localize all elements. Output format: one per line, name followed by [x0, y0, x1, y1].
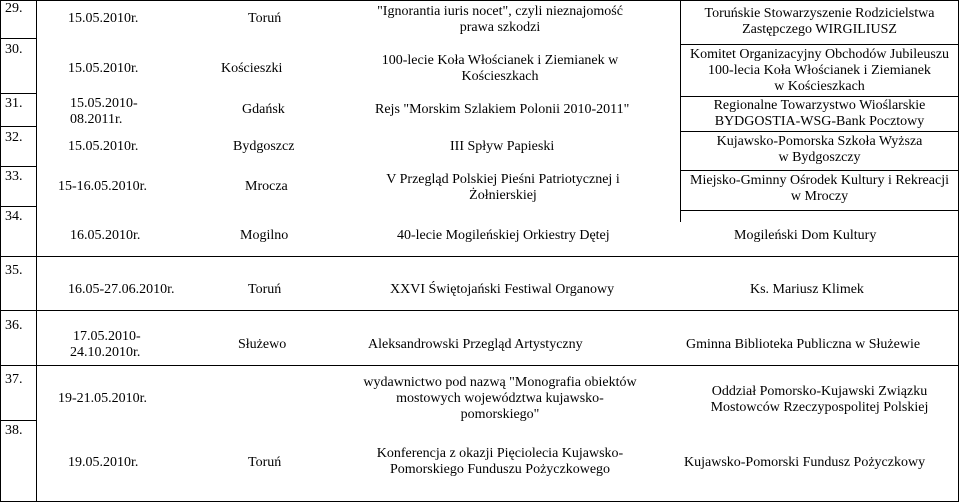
row-organizer: Regionalne Towarzystwo Wioślarskie: [713, 98, 926, 113]
row-number: 37.: [5, 372, 23, 387]
row-date: 16.05-27.06.2010r.: [68, 282, 175, 297]
grid-line: [680, 170, 959, 171]
row-organizer: Kujawsko-Pomorski Fundusz Pożyczkowy: [684, 455, 926, 470]
row-organizer: Komitet Organizacyjny Obchodów Jubileuszu: [689, 47, 950, 62]
row-place: Toruń: [248, 455, 282, 470]
row-event: Konferencja z okazji Pięciolecia Kujawsko-: [376, 446, 624, 461]
row-organizer: Gminna Biblioteka Publiczna w Służewie: [686, 337, 921, 352]
row-event: Żołnierskiej: [469, 188, 537, 203]
grid-line: [0, 256, 959, 257]
grid-line: [0, 365, 959, 366]
row-event: Aleksandrowski Przegląd Artystyczny: [368, 337, 583, 352]
row-event: 40-lecie Mogileńskiej Orkiestry Dętej: [397, 228, 610, 243]
row-number: 29.: [5, 1, 23, 16]
row-date: 16.05.2010r.: [70, 228, 141, 243]
row-place: Kościeszki: [221, 61, 283, 76]
row-event: XXVI Świętojański Festiwal Organowy: [390, 282, 615, 297]
row-date: 15.05.2010r.: [68, 139, 139, 154]
row-date: 19-21.05.2010r.: [58, 391, 148, 406]
grid-line: [680, 96, 959, 97]
row-place: Mogilno: [240, 228, 289, 243]
row-organizer: Oddział Pomorsko-Kujawski Związku: [711, 384, 928, 399]
row-number: 35.: [5, 263, 23, 278]
row-event: III Spływ Papieski: [450, 139, 555, 154]
row-number: 33.: [5, 169, 23, 184]
row-organizer: Toruńskie Stowarzyszenie Rodzicielstwa: [704, 6, 935, 21]
row-number: 38.: [5, 423, 23, 438]
row-organizer: Ks. Mariusz Klimek: [750, 282, 864, 297]
row-organizer: Mogileński Dom Kultury: [734, 228, 877, 243]
row-organizer: Kujawsko-Pomorska Szkoła Wyższa: [716, 134, 923, 149]
row-event: prawa szkodzi: [459, 20, 541, 35]
row-date: 24.10.2010r.: [70, 345, 141, 360]
grid-line: [0, 166, 36, 167]
grid-line: [0, 126, 36, 127]
row-place: Bydgoszcz: [233, 139, 295, 154]
row-event: Kościeszkach: [461, 69, 539, 84]
row-organizer: Miejsko-Gminny Ośrodek Kultury i Rekreacji: [690, 173, 949, 188]
row-organizer: Mostowców Rzeczypospolitej Polskiej: [710, 400, 929, 415]
grid-line: [0, 0, 1, 502]
row-event: pomorskiego": [460, 407, 540, 422]
row-date: 15.05.2010r.: [68, 11, 139, 26]
row-number: 32.: [5, 130, 23, 145]
grid-line: [36, 0, 37, 502]
row-number: 34.: [5, 209, 23, 224]
row-event: 100-lecie Koła Włościanek i Ziemianek w: [381, 53, 619, 68]
row-number: 31.: [5, 96, 23, 111]
row-organizer: BYDGOSTIA-WSG-Bank Pocztowy: [714, 114, 925, 129]
row-organizer: w Mroczy: [790, 189, 849, 204]
row-event: V Przegląd Polskiej Pieśni Patriotycznej i: [386, 172, 620, 187]
row-date: 17.05.2010-: [73, 329, 141, 344]
row-organizer: w Bydgoszczy: [778, 150, 861, 165]
grid-line: [680, 131, 959, 132]
row-date: 15-16.05.2010r.: [58, 179, 148, 194]
row-date: 08.2011r.: [70, 112, 123, 127]
grid-line: [0, 206, 36, 207]
grid-line: [0, 420, 36, 421]
row-event: mostowych województwa kujawsko-: [396, 391, 604, 406]
grid-line: [0, 93, 36, 94]
row-event: "Ignorantia iuris nocet", czyli nieznajomość: [377, 4, 623, 19]
row-organizer: Zastępczego WIRGILIUSZ: [742, 22, 897, 37]
row-place: Toruń: [248, 282, 282, 297]
row-place: Służewo: [238, 337, 287, 352]
row-date: 15.05.2010-: [70, 96, 138, 111]
grid-line: [0, 310, 959, 311]
row-place: Mrocza: [245, 179, 288, 194]
row-place: Toruń: [248, 11, 282, 26]
row-event: Rejs "Morskim Szlakiem Polonii 2010-2011": [375, 102, 630, 117]
row-organizer: 100-lecia Koła Włościanek i Ziemianek: [708, 63, 931, 78]
row-number: 30.: [5, 42, 23, 57]
grid-line: [680, 44, 959, 45]
row-organizer: w Kościeszkach: [774, 79, 865, 94]
row-event: wydawnictwo pod nazwą "Monografia obiektów: [363, 375, 637, 390]
grid-line: [0, 38, 36, 39]
row-date: 19.05.2010r.: [68, 455, 139, 470]
row-event: Pomorskiego Funduszu Pożyczkowego: [389, 462, 611, 477]
row-date: 15.05.2010r.: [68, 61, 139, 76]
grid-line: [680, 210, 959, 211]
row-place: Gdańsk: [242, 102, 285, 117]
row-number: 36.: [5, 318, 23, 333]
grid-line: [0, 0, 959, 1]
